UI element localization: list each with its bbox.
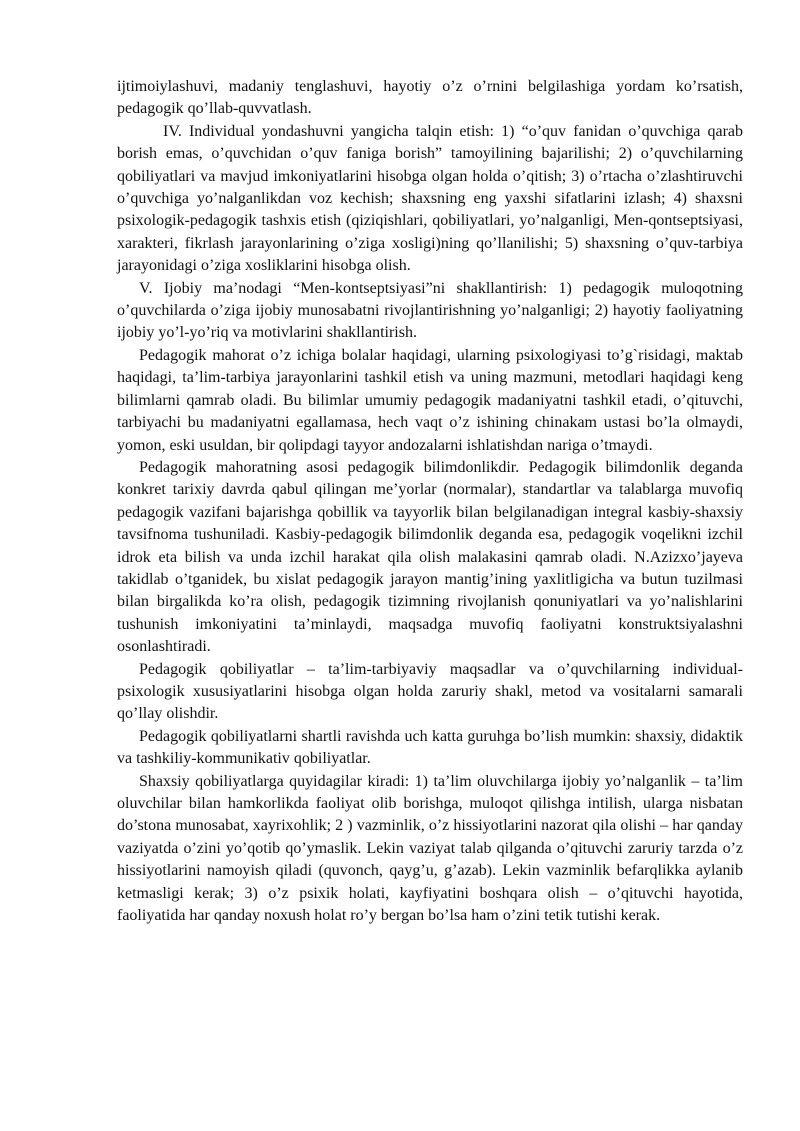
document-page [117,76,743,927]
paragraph-personal-abilities: Shaxsiy qobiliyatlarga quyidagilar kiradi: 1) ta’lim oluvchilarga ijobiy yo’nalganlik – ta’lim oluvchilar bilan hamkorlikda faoliyat olib borishga, muloqot qilishga intilish, ularga nisbatan do’stona munosabat, xayrixohlik; 2 ) vazminlik, o’z hissiyotlarini nazorat qila olishi – har qanday vaziyatda o’zini yo’qotib qo’ymaslik. Lekin vaziyat talab qilganda o’qituvchi zaruriy tarzda o’z hissiyotlarini namoyish qiladi (quvonch, qayg’u, g’azab). Lekin vazminlik befarqlikka aylanib ketmasligi kerak; 3) o’z psixik holati, kayfiyatini boshqara olish – o’qituvchi hayotida, faoliyatida har qanday noxush holat ro’y bergan bo’lsa ham o’zini tetik tutishi kerak. [117,772,743,925]
paragraph-section-iv: IV. Individual yondashuvni yangicha talqin etish: 1) “o’quv fanidan o’quvchiga qarab borish emas, o’quvchidan o’quv faniga borish” tamoyilining bajarilishi; 2) o’quvchilarning qobiliyatlari va mavjud imkoniyatlarini hisobga olgan holda o’qitish; 3) o’rtacha o’zlashtiruvchi o’quvchiga yo’nalganlikdan voz kechish; shaxsning eng yaxshi sifatlarini izlash; 4) shaxsni psixologik-pedagogik tashxis etish (qiziqishlari, qobiliyatlari, yo’nalganligi, Men-qontseptsiyasi, xarakteri, fikrlash jarayonlarining o’ziga xosligi)ning qo’llanilishi; 5) shaxsning o’quv-tarbiya jarayonidagi o’ziga xosliklarini hisobga olish. [117,122,743,275]
paragraph-pedagogical-abilities: Pedagogik qobiliyatlar – ta’lim-tarbiyaviy maqsadlar va o’quvchilarning individual-psixologik xususiyatlarini hisobga olgan holda zaruriy shakl, metod va vositalarni samarali qo’llay olishdir. [117,660,743,723]
paragraph-continuation: ijtimoiylashuvi, madaniy tenglashuvi, hayotiy o’z o’rnini belgilashiga yordam ko’rsatish, pedagogik qo’llab-quvvatlash. [117,78,743,118]
paragraph-pedagogical-mastery: Pedagogik mahorat o’z ichiga bolalar haqidagi, ularning psixologiyasi to’g`risidagi, maktab haqidagi, ta’lim-tarbiya jarayonlarini tashkil etish va uning mazmuni, metodlari haqidagi keng bilimlarni qamrab oladi. Bu bilimlar umumiy pedagogik madaniyatni tashkil etadi, o’qituvchi, tarbiyachi bu madaniyatni egallamasa, hech vaqt o’z ishining chinakam ustasi bo’la olmaydi, yomon, eski usuldan, bir qolipdagi tayyor andozalarni ishlatishdan nariga o’tmaydi. [117,346,743,454]
paragraph-section-v: V. Ijobiy ma’nodagi “Men-kontseptsiyasi”ni shakllantirish: 1) pedagogik muloqotning o’quvchilarda o’ziga ijobiy munosabatni rivojlantirishning yo’nalganligi; 2) hayotiy faoliyatning ijobiy yo’l-yo’riq va motivlarini shakllantirish. [117,279,743,342]
paragraph-pedagogical-competence: Pedagogik mahoratning asosi pedagogik bilimdonlikdir. Pedagogik bilimdonlik deganda konkret tarixiy davrda qabul qilingan me’yorlar (normalar), standartlar va talablarga muvofiq pedagogik vazifani bajarishga qobillik va tayyorlik bilan belgilanadigan integral kasbiy-shaxsiy tavsifnoma tushuniladi. Kasbiy-pedagogik bilimdonlik deganda esa, pedagogik voqelikni izchil idrok eta bilish va unda izchil harakat qila olish malakasini qamrab oladi. N.Azizxo’jayeva takidlab o’tganidek, bu xislat pedagogik jarayon mantig’ining yaxlitligicha va butun tuzilmasi bilan birgalikda ko’ra olish, pedagogik tizimning rivojlanish qonuniyatlari va yo’nalishlarini tushunish imkoniyatini ta’minlaydi, maqsadga muvofiq faoliyatni konstruktsiyalashni osonlashtiradi. [117,458,743,656]
paragraph-ability-groups: Pedagogik qobiliyatlarni shartli ravishda uch katta guruhga bo’lish mumkin: shaxsiy, didaktik va tashkiliy-kommunikativ qobiliyatlar. [117,727,743,768]
